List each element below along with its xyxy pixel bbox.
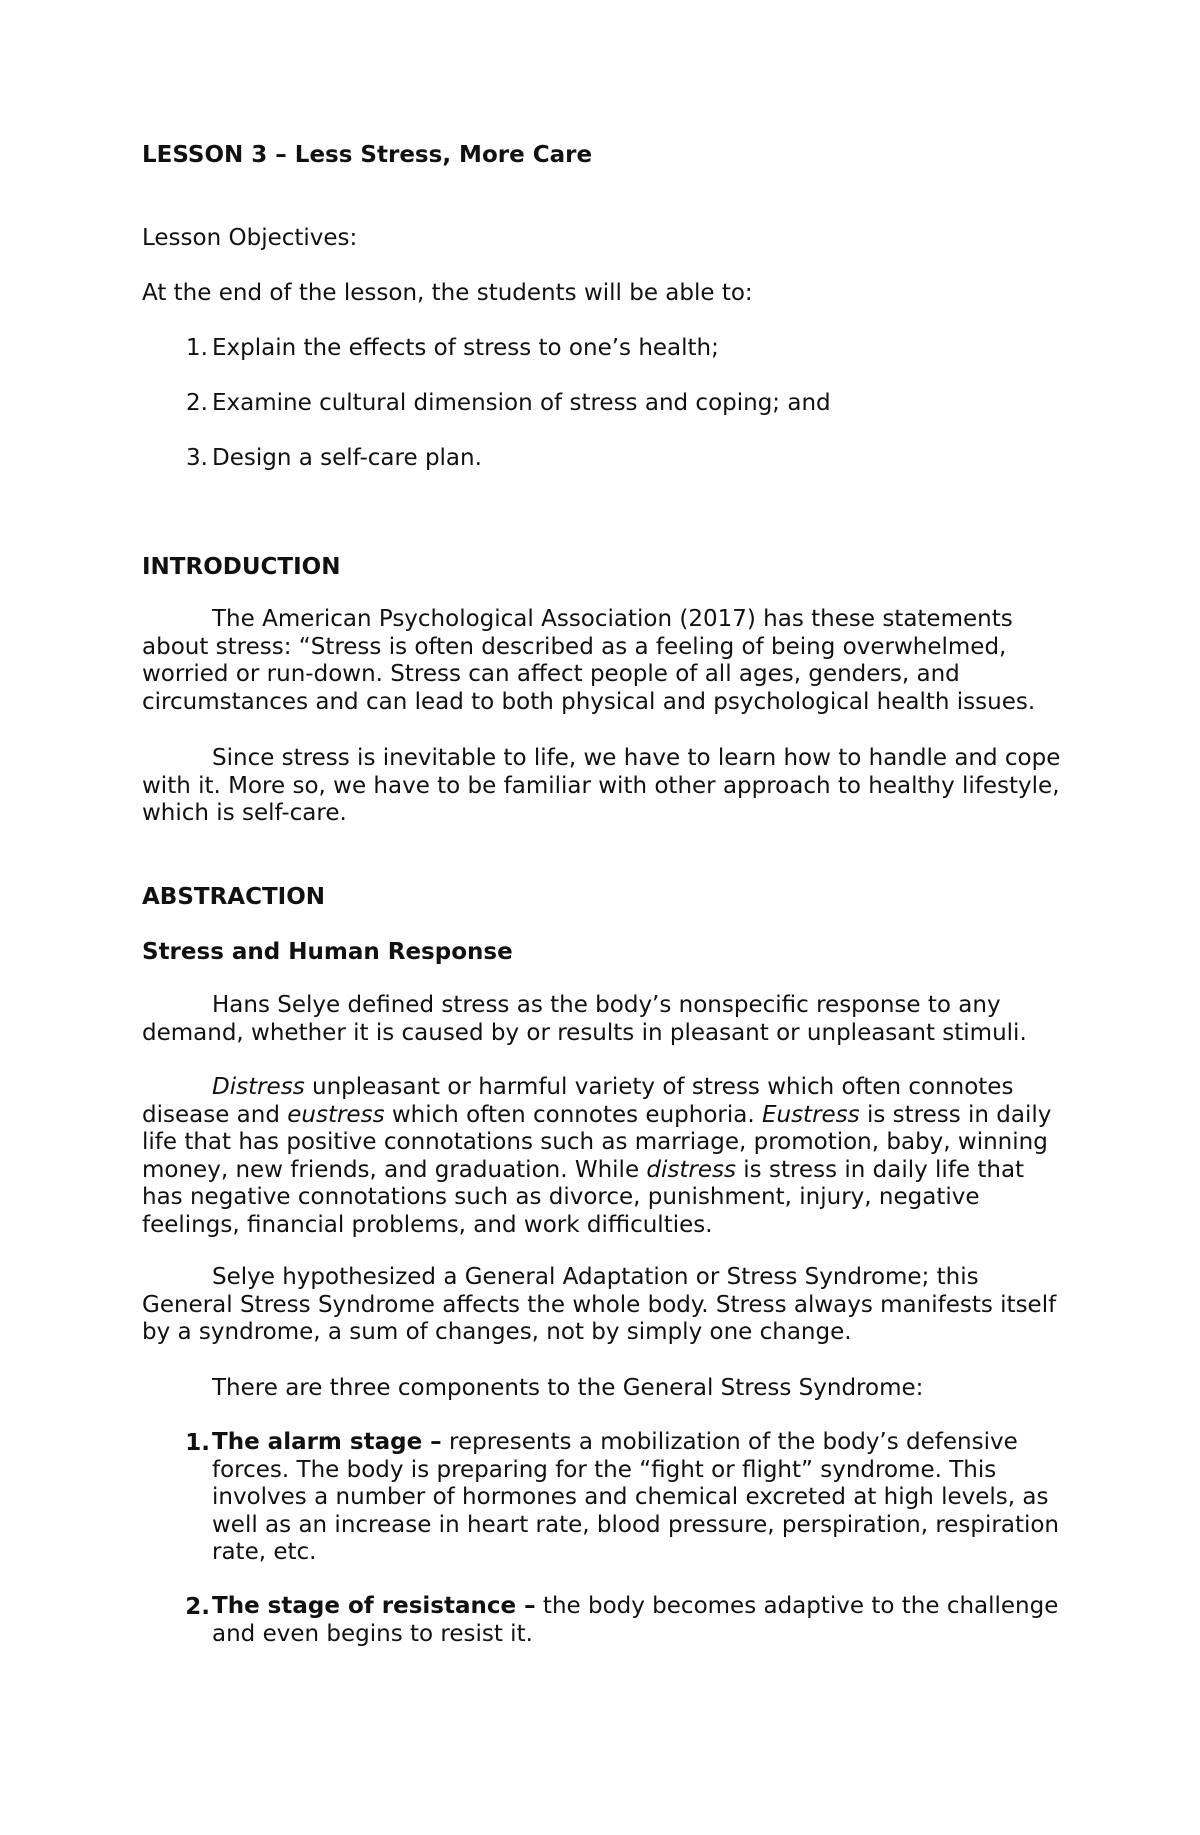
list-number: 3. — [186, 445, 208, 471]
abstraction-paragraph-3 — [142, 1264, 1072, 1347]
paragraph-text: Since stress is inevitable to life, we have to learn how to handle and cope with it. More so, we have to be familiar with other approach to healthy lifestyle, which is self-care. — [142, 745, 1061, 826]
list-number: 2. — [186, 390, 208, 416]
paragraph-text: is stress in daily life that has positive connotations such as marriage, promotion, baby, winning money, new friends, and graduation. While — [142, 1101, 1052, 1183]
stage-description: the body becomes adaptive to the challenge and even begins to resist it. — [212, 1593, 1059, 1647]
paragraph-text: Hans Selye defined stress as the body’s nonspecific response to any demand, whether it is caused by or results in pleasant or unpleasant stimuli. — [142, 992, 1027, 1046]
paragraph-text: There are three components to the General Stress Syndrome: — [212, 1375, 924, 1401]
section-subheading: Stress and Human Response — [142, 939, 513, 965]
list-text: Design a self-care plan. — [212, 445, 482, 471]
list-text: Examine cultural dimension of stress and coping; and — [212, 390, 831, 416]
paragraph-text: The American Psychological Association (2017) has these statements about stress: “Stress is often described as a feeling of being overwhelmed, worried or run-down. Stress can affect people of all ages, genders, and circumstances and can lead to both physical and psychological health issues. — [142, 606, 1036, 715]
paragraph-text: Selye hypothesized a General Adaptation or Stress Syndrome; this General Stress Syndrome affects the whole body. Stress always manifests itself by a syndrome, a sum of changes, not by simply one change. — [142, 1264, 1057, 1345]
paragraph-text: unpleasant or harmful variety of stress which often connotes disease and — [142, 1074, 1014, 1128]
abstraction-paragraph-4 — [142, 1375, 1072, 1403]
introduction-paragraph-2 — [142, 745, 1072, 828]
list-number: 1. — [186, 335, 208, 361]
term-distress: Distress — [212, 1074, 305, 1100]
abstraction-heading: ABSTRACTION — [142, 884, 326, 910]
list-text — [212, 1429, 1072, 1567]
term-distress: distress — [646, 1156, 736, 1183]
list-text: Explain the effects of stress to one’s health; — [212, 335, 719, 361]
paragraph-text: which often connotes euphoria. — [384, 1101, 762, 1128]
stage-title: The alarm stage – — [212, 1429, 442, 1455]
abstraction-paragraph-1 — [142, 992, 1072, 1047]
introduction-paragraph-1 — [142, 606, 1072, 716]
paragraph-text: is stress in daily life that has negative connotations such as divorce, punishment, injury, negative feelings, financial problems, and work difficulties. — [142, 1156, 1025, 1238]
term-eustress: Eustress — [761, 1101, 860, 1128]
list-number: 1. — [185, 1430, 210, 1456]
objectives-label: Lesson Objectives: — [142, 225, 358, 251]
list-number: 2. — [185, 1594, 210, 1620]
list-text — [212, 1593, 1072, 1648]
stage-description: represents a mobilization of the body’s defensive forces. The body is preparing for the “fight or flight” syndrome. This involves a number of hormones and chemical excreted at high levels, as well as an increase in heart rate, blood pressure, perspiration, respiration rate, etc. — [212, 1429, 1060, 1565]
lesson-title: LESSON 3 – Less Stress, More Care — [142, 142, 593, 168]
introduction-heading: INTRODUCTION — [142, 554, 341, 580]
objectives-intro: At the end of the lesson, the students will be able to: — [142, 280, 753, 306]
term-eustress: eustress — [287, 1101, 385, 1128]
abstraction-paragraph-2 — [142, 1074, 1072, 1239]
stage-title: The stage of resistance – — [212, 1593, 536, 1619]
